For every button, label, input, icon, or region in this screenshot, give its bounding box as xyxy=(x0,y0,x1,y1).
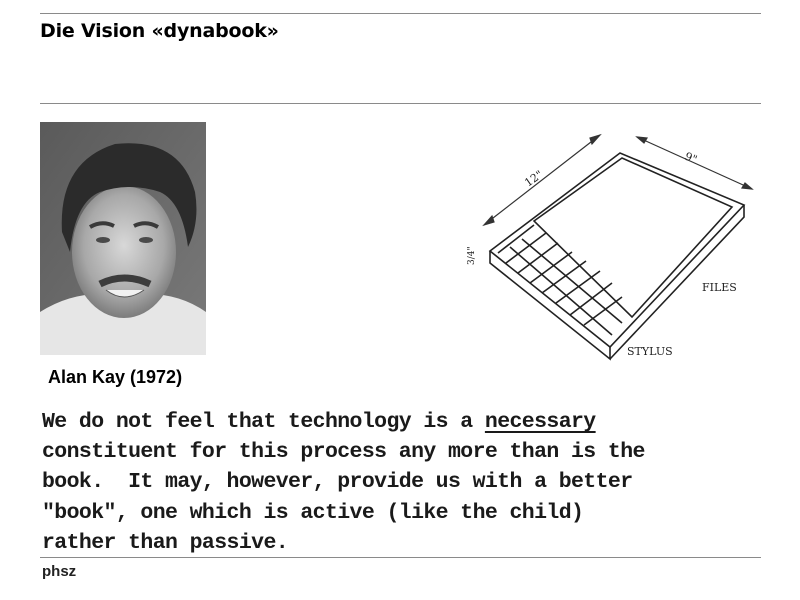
quote-line-3: book. It may, however, provide us with a better xyxy=(42,470,633,495)
quote-line-1: We do not feel that technology is a necessary xyxy=(42,410,596,434)
quote-text xyxy=(42,407,645,558)
portrait-photo xyxy=(40,122,206,355)
footer-rule xyxy=(40,557,761,558)
quote-line-5: rather than passive. xyxy=(42,530,289,555)
title-rule xyxy=(40,103,761,104)
svg-text:STYLUS: STYLUS xyxy=(627,345,673,358)
svg-text:9": 9" xyxy=(682,149,699,167)
portrait-caption: Alan Kay (1972) xyxy=(48,367,183,387)
footer-label: phsz xyxy=(42,563,77,580)
portrait-image xyxy=(40,122,206,355)
top-rule xyxy=(40,13,761,14)
svg-text:3/4": 3/4" xyxy=(467,246,477,265)
dynabook-sketch xyxy=(462,125,772,365)
dynabook-drawing xyxy=(462,125,772,365)
page-title: Die Vision «dynabook» xyxy=(40,20,279,42)
underlined-word: necessary xyxy=(484,410,596,434)
quote-line-4: "book", one which is active (like the child) xyxy=(42,500,584,525)
quote-line-2: constituent for this process any more than is the xyxy=(42,440,645,465)
svg-text:FILES: FILES xyxy=(702,281,737,294)
svg-text:12": 12" xyxy=(522,167,546,190)
